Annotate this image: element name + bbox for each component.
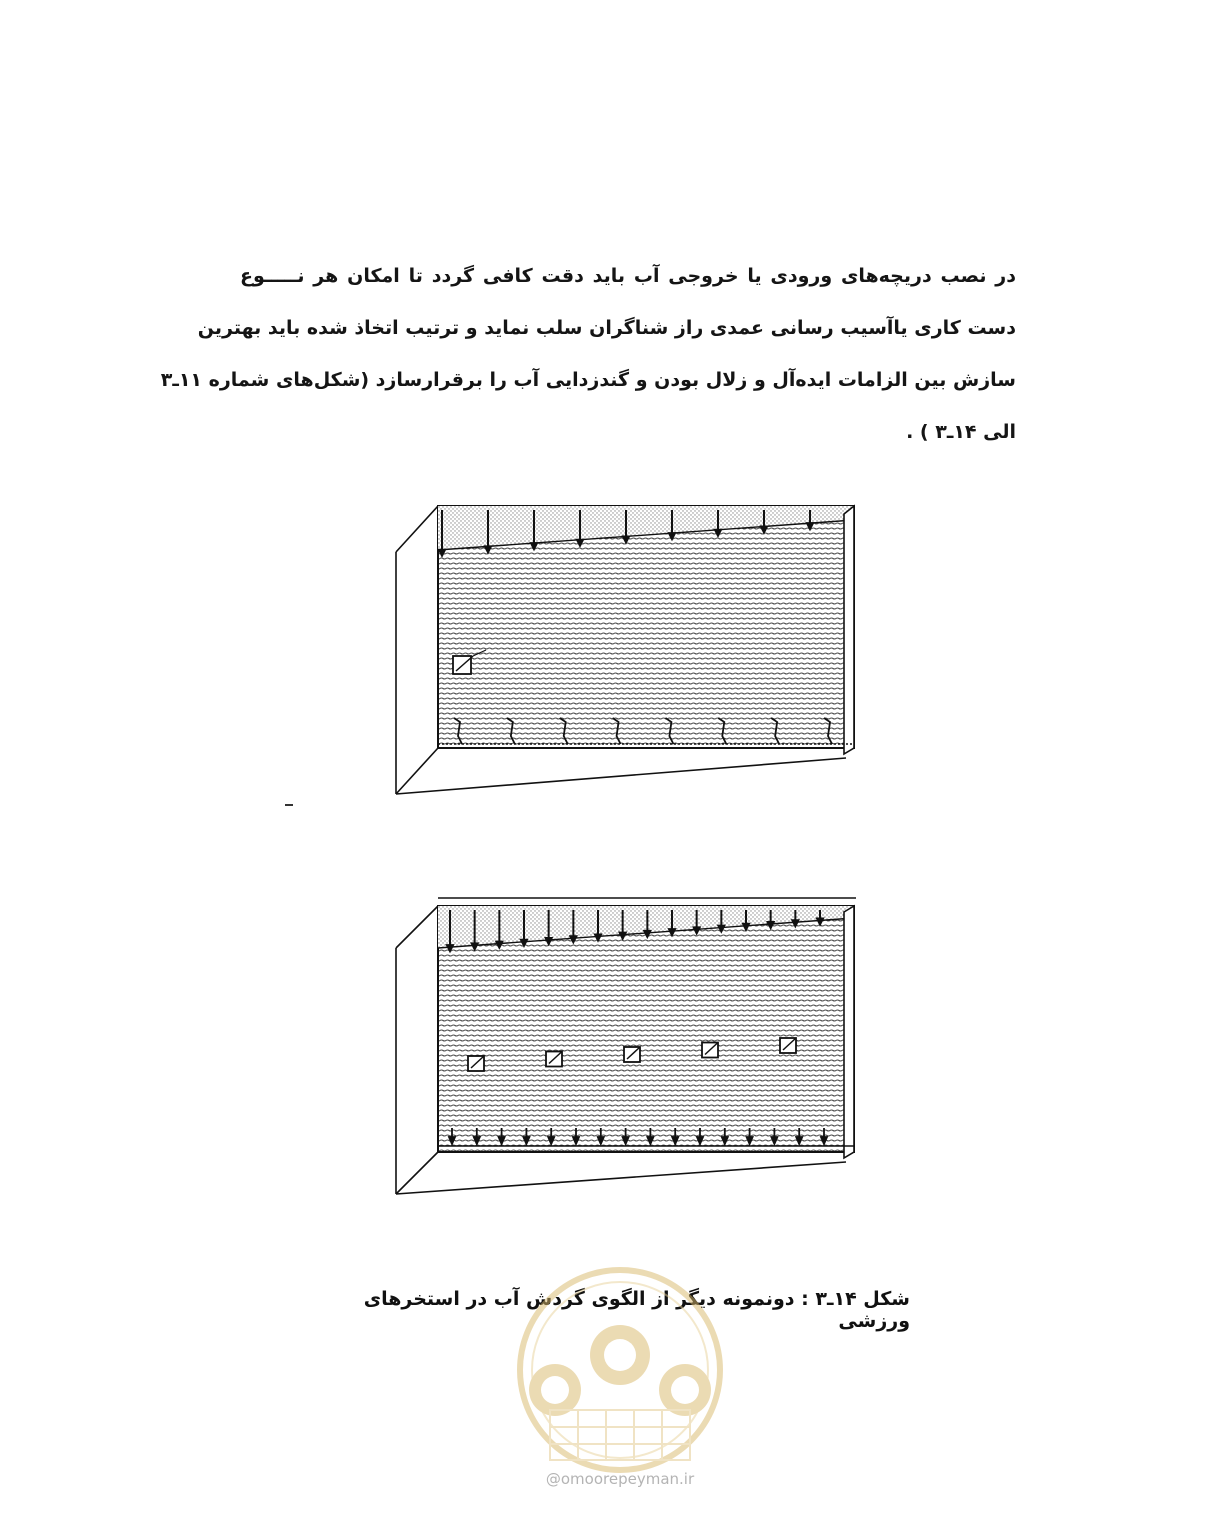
stray-mark <box>285 804 293 806</box>
watermark-url: @omoorepeyman.ir <box>545 1470 695 1488</box>
figure-caption: شکل ۱۴ـ۳ : دونمونه دیگر از الگوی گردش آب در استخرهای ورزشی <box>363 1288 910 1332</box>
paragraph-line-3: سازش بین الزامات ایده‌آل و زلال بودن و گندزدایی آب را برقرارسازد (شکل‌های شماره ۱۱ـ۳ <box>160 369 1016 391</box>
paragraph-line-2: دست کاری یاآسیب رسانی عمدی راز شناگران سلب نماید و ترتیب اتخاذ شده باید بهترین <box>197 317 1016 339</box>
pool-circulation-diagram-bottom <box>380 888 870 1204</box>
perspective-edge <box>396 506 438 552</box>
paragraph-line-4: الی ۱۴ـ۳ ) . <box>906 421 1016 443</box>
paragraph-line-1: در نصب دریچه‌های ورودی یا خروجی آب باید دقت کافی گردد تا امکان هر نـــــوع <box>240 265 1016 287</box>
body-paragraph <box>160 250 1016 458</box>
pool-circulation-diagram-top <box>380 496 870 806</box>
